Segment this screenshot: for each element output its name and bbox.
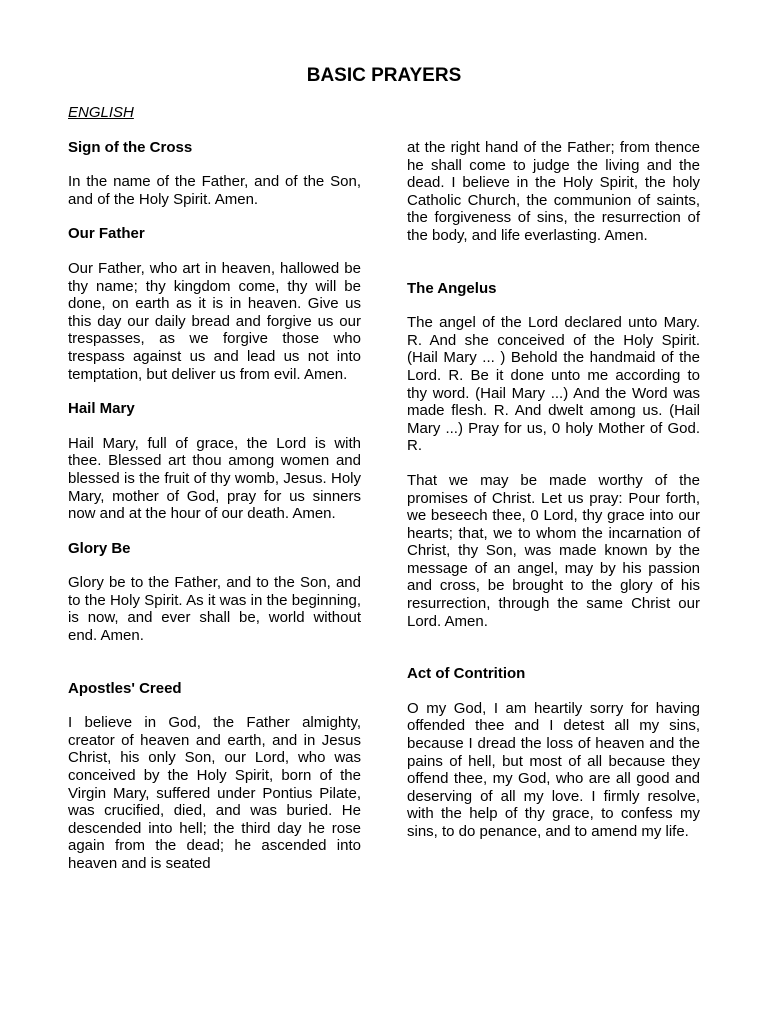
our-father-text: Our Father, who art in heaven, hallowed be thy name; thy kingdom come, thy will be done, on earth as it is in heaven. Give us this day our daily bread and forgive us our trespasses, as we forgive those who trespass against us and lead us not into temptation, but deliver us from evil. Amen.: [68, 259, 361, 383]
apostles-creed-continued: at the right hand of the Father; from thence he shall come to judge the living and the dead. I believe in the Holy Spirit, the holy Catholic Church, the communion of saints, the forgiveness of sins, the resurrection of the body, and life everlasting. Amen.: [407, 139, 700, 244]
angelus-text-2: That we may be made worthy of the promises of Christ. Let us pray: Pour forth, we beseech thee, 0 Lord, thy grace into our hearts; that, we to whom the incarnation of Christ, thy Son, was made known by the message of an angel, may by his passion and cross, be brought to the glory of his resurrection, through the same Christ our Lord. Amen.: [407, 471, 700, 630]
act-of-contrition-heading: Act of Contrition: [407, 665, 526, 683]
sign-of-cross-heading: Sign of the Cross: [68, 138, 193, 156]
apostles-creed-text: I believe in God, the Father almighty, creator of heaven and earth, and in Jesus Christ, his only Son, our Lord, who was conceived by the Holy Spirit, born of the Virgin Mary, suffered under Pontius Pilate, was crucified, died, and was buried. He descended into hell; the third day he rose again from the dead; he ascended into heaven and is seated: [68, 714, 361, 872]
glory-be-heading: Glory Be: [68, 539, 131, 557]
left-column: [68, 104, 361, 890]
page-title: BASIC PRAYERS: [306, 65, 462, 86]
act-of-contrition-text: O my God, I am heartily sorry for having offended thee and I detest all my sins, because I dread the loss of heaven and the pains of hell, but most of all because they offend thee, my God, who are all good and deserving of all my love. I firmly resolve, with the help of thy grace, to confess my sins, to do penance, and to amend my life.: [407, 699, 700, 840]
right-column: [407, 139, 700, 858]
our-father-heading: Our Father: [68, 225, 145, 243]
sign-of-cross-text: In the name of the Father, and of the Son, and of the Holy Spirit. Amen.: [68, 173, 361, 208]
glory-be-text: Glory be to the Father, and to the Son, and to the Holy Spirit. As it was in the beginning, is now, and ever shall be, world without end. Amen.: [68, 574, 361, 645]
hail-mary-text: Hail Mary, full of grace, the Lord is with thee. Blessed art thou among women and blessed is the fruit of thy womb, Jesus. Holy Mary, mother of God, pray for us sinners now and at the hour of our death. Amen.: [68, 434, 361, 523]
angelus-heading: The Angelus: [407, 279, 497, 297]
language-label: ENGLISH: [68, 104, 134, 121]
apostles-creed-heading: Apostles' Creed: [68, 679, 182, 697]
angelus-text-1: The angel of the Lord declared unto Mary. R. And she conceived of the Holy Spirit. (Hail Mary ... ) Behold the handmaid of the Lord. R. Be it done unto me according to thy word. (Hail Mary ...) And the Word was made flesh. R. And dwelt among us. (Hail Mary ...) Pray for us, 0 holy Mother of God. R.: [407, 314, 700, 455]
hail-mary-heading: Hail Mary: [68, 400, 135, 418]
